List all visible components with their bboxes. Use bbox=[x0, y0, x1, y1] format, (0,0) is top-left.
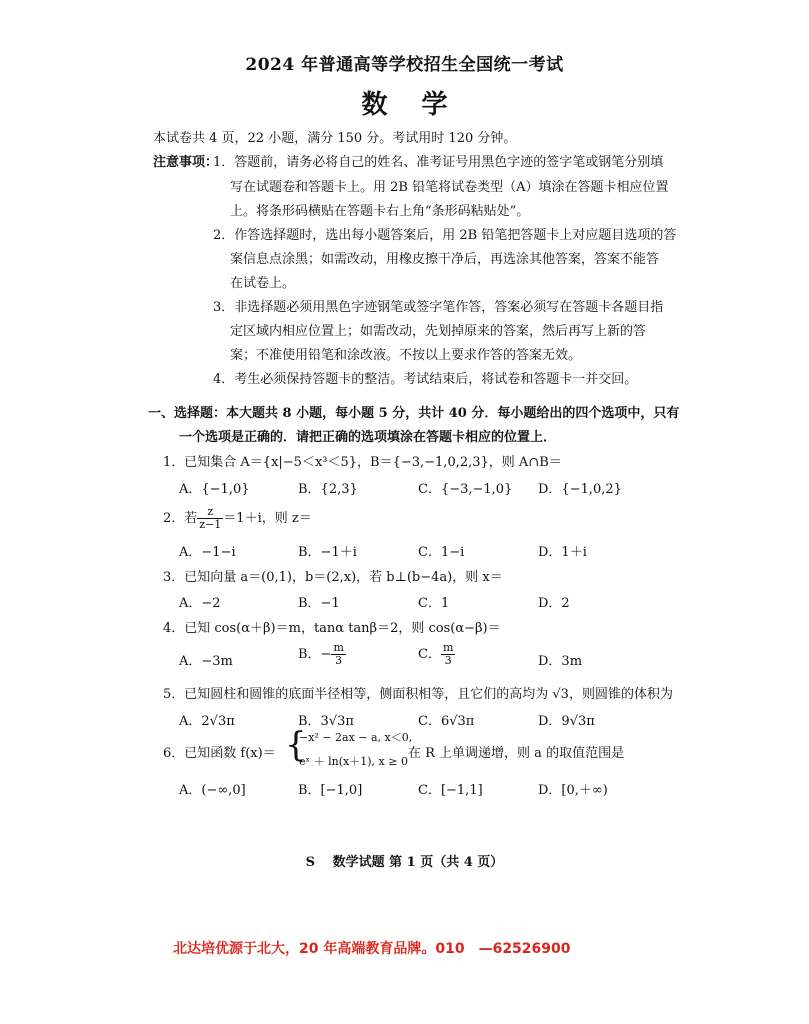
subject-title: 数学 bbox=[361, 90, 482, 120]
q4-b-den: 3 bbox=[335, 654, 343, 667]
q4-b-num: m bbox=[333, 641, 344, 654]
notice-line: 案；不准使用铅笔和涂改液。不按以上要求作答的答案无效。 bbox=[230, 348, 582, 363]
q4-option-b-fraction bbox=[331, 642, 345, 667]
notice-line: 4．考生必须保持答题卡的整洁。考试结束后，将试卷和答题卡一并交回。 bbox=[213, 372, 638, 387]
q5-option-c: C．6√3π bbox=[418, 714, 475, 729]
q5-option-d: D．9√3π bbox=[538, 714, 595, 729]
q2-stem-suffix: ＝1＋i，则 z＝ bbox=[223, 511, 312, 526]
q1-option-a: A．{−1,0} bbox=[179, 482, 250, 497]
notice-line: 案信息点涂黑；如需改动，用橡皮擦干净后，再选涂其他答案，答案不能答 bbox=[230, 252, 660, 267]
exam-intro: 本试卷共 4 页，22 小题，满分 150 分。考试用时 120 分钟。 bbox=[153, 131, 517, 146]
section-heading: 一、选择题：本大题共 8 小题，每小题 5 分，共计 40 分．每小题给出的四个选项中，只有 bbox=[148, 406, 680, 421]
q4-option-c-fraction bbox=[441, 642, 455, 667]
q5-option-a: A．2√3π bbox=[179, 714, 235, 729]
notice-line: 在试卷上。 bbox=[230, 276, 296, 291]
q6-option-d: D．[0,＋∞) bbox=[538, 783, 608, 798]
q5-option-b: B．3√3π bbox=[298, 714, 354, 729]
q2-frac-den: z−1 bbox=[199, 518, 222, 531]
q1-option-c: C．{−3,−1,0} bbox=[418, 482, 513, 497]
question-6-stem-suffix: 在 R 上单调递增，则 a 的取值范围是 bbox=[408, 746, 625, 761]
q1-option-b: B．{2,3} bbox=[298, 482, 358, 497]
q1-option-d: D．{−1,0,2} bbox=[538, 482, 622, 497]
q4-c-den: 3 bbox=[444, 654, 452, 667]
notice-line: 3．非选择题必须用黑色字迹钢笔或签字笔作答，答案必须写在答题卡各题目指 bbox=[213, 300, 664, 315]
q2-frac-num: z bbox=[197, 506, 223, 519]
advertisement-line: 北达培优源于北大，20 年高端教育品牌。010 —62526900 bbox=[173, 941, 571, 957]
q6-option-b: B．[−1,0] bbox=[298, 783, 363, 798]
q2-stem-prefix: 2．若 bbox=[163, 511, 198, 526]
q4-option-b bbox=[298, 642, 346, 667]
q2-option-c: C．1−i bbox=[418, 545, 465, 560]
q6-option-c: C．[−1,1] bbox=[418, 783, 483, 798]
q6-case-2: eˣ ＋ ln(x＋1), x ≥ 0 bbox=[299, 755, 408, 768]
question-5-stem: 5．已知圆柱和圆锥的底面半径相等，侧面积相等，且它们的高均为 √3，则圆锥的体积为 bbox=[163, 687, 673, 702]
q3-option-c: C．1 bbox=[418, 596, 450, 611]
notice-label: 注意事项： bbox=[153, 155, 219, 170]
notice-line: 写在试题卷和答题卡上。用 2B 铅笔将试卷类型（A）填涂在答题卡相应位置 bbox=[230, 180, 669, 195]
question-6-stem-prefix: 6．已知函数 f(x)＝ bbox=[163, 746, 276, 761]
q2-fraction bbox=[197, 506, 223, 531]
q3-option-d: D．2 bbox=[538, 596, 570, 611]
q2-option-a: A．−1−i bbox=[179, 545, 236, 560]
q4-option-a: A．−3m bbox=[179, 654, 233, 669]
question-3-stem: 3．已知向量 a＝(0,1)，b＝(2,x)，若 b⊥(b−4a)，则 x＝ bbox=[163, 570, 503, 585]
notice-line: 2．作答选择题时，选出每小题答案后，用 2B 铅笔把答题卡上对应题目选项的答 bbox=[213, 228, 677, 243]
piecewise-brace: { bbox=[285, 725, 307, 765]
question-1-stem: 1．已知集合 A＝{x|−5＜x³＜5}，B＝{−3,−1,0,2,3}，则 A∩B＝ bbox=[163, 455, 562, 470]
q4-option-c bbox=[418, 642, 455, 667]
question-2-stem bbox=[163, 506, 312, 531]
q2-option-d: D．1＋i bbox=[538, 545, 587, 560]
section-heading-cont: 一个选项是正确的．请把正确的选项填涂在答题卡相应的位置上． bbox=[179, 430, 557, 445]
page-footer: S 数学试题 第 1 页（共 4 页） bbox=[305, 855, 504, 870]
question-4-stem: 4．已知 cos(α＋β)＝m，tanα tanβ＝2，则 cos(α−β)＝ bbox=[163, 621, 501, 636]
q3-option-a: A．−2 bbox=[179, 596, 221, 611]
q2-option-b: B．−1＋i bbox=[298, 545, 357, 560]
notice-line: 1．答题前，请务必将自己的姓名、准考证号用黑色字迹的签字笔或钢笔分别填 bbox=[213, 155, 664, 170]
q4-option-c-prefix: C． bbox=[418, 647, 441, 662]
q6-case-1: −x² − 2ax − a, x＜0, bbox=[299, 731, 413, 744]
q4-option-d: D．3m bbox=[538, 654, 583, 669]
notice-line: 定区域内相应位置上；如需改动，先划掉原来的答案，然后再写上新的答 bbox=[230, 324, 647, 339]
exam-title: 2024 年普通高等学校招生全国统一考试 bbox=[245, 55, 564, 75]
q4-c-num: m bbox=[442, 641, 454, 654]
q4-option-b-prefix: B．− bbox=[298, 647, 332, 662]
notice-line: 上。将条形码横贴在答题卡右上角“条形码粘贴处”。 bbox=[230, 204, 530, 219]
q6-option-a: A．(−∞,0] bbox=[179, 783, 246, 798]
q3-option-b: B．−1 bbox=[298, 596, 340, 611]
